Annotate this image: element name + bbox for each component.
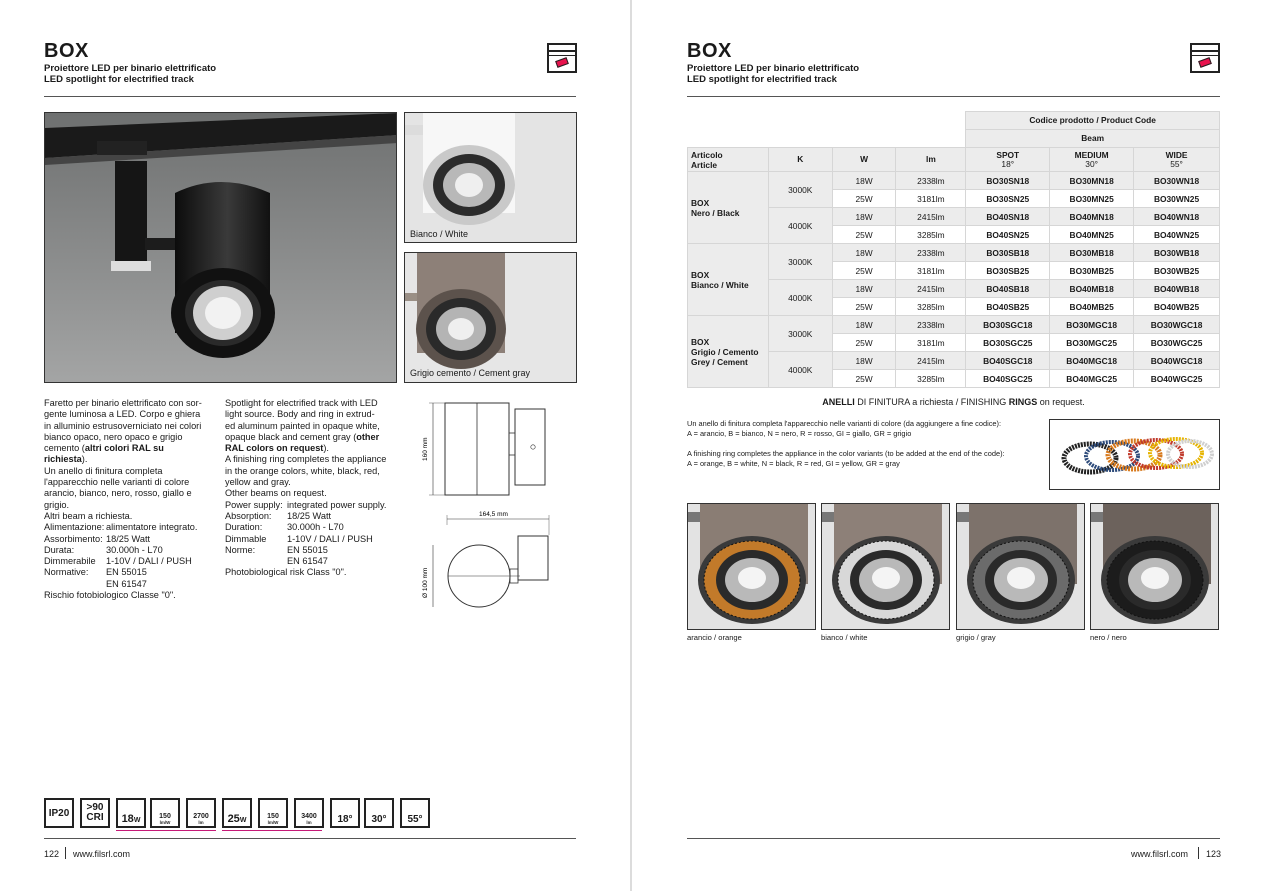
spec-value: EN 61547 xyxy=(287,556,328,567)
power-25w-icon xyxy=(222,798,252,828)
product-title: BOX xyxy=(687,40,732,62)
desc-en-line: A finishing ring completes the appliance xyxy=(225,454,387,465)
wide-code-cell: BO40WN25 xyxy=(1134,226,1220,244)
wide-header xyxy=(1134,148,1220,172)
ip20-icon xyxy=(44,798,74,828)
ring-variant-photo xyxy=(1090,503,1219,630)
article-name-line: Grigio / Cemento xyxy=(691,346,759,357)
medium-code-cell: BO30MGC18 xyxy=(1050,316,1134,334)
spec-row xyxy=(44,579,216,590)
spot-header-line: SPOT xyxy=(996,149,1020,160)
watt-cell: 25W xyxy=(832,226,896,244)
wide-code-cell: BO40WGC25 xyxy=(1134,370,1220,388)
page-number: 122 xyxy=(44,849,60,859)
article-name-line: Grey / Cement xyxy=(691,356,748,367)
lumen-cell: 2415lm xyxy=(896,208,966,226)
white-variant-photo xyxy=(404,112,577,243)
table-blank-cell xyxy=(688,130,966,148)
spec-value: EN 61547 xyxy=(106,578,147,589)
wide-code-cell: BO30WB25 xyxy=(1134,262,1220,280)
watt-cell: 25W xyxy=(832,190,896,208)
feature-value: 30° xyxy=(371,814,387,825)
ring-variant-photo xyxy=(956,503,1085,630)
main-product-photo xyxy=(44,112,397,383)
medium-code-cell: BO30MN18 xyxy=(1050,172,1134,190)
spec-value: integrated power supply. xyxy=(287,499,387,510)
spec-row xyxy=(225,511,405,522)
medium-header xyxy=(1050,148,1134,172)
ring-variant-caption: bianco / white xyxy=(821,633,868,642)
ring-variant-photo xyxy=(821,503,950,630)
watt-cell: 25W xyxy=(832,370,896,388)
feature-underline-18w xyxy=(116,830,216,831)
lumen-cell: 3285lm xyxy=(896,298,966,316)
lumen-cell: 2338lm xyxy=(896,172,966,190)
feature-value: 25 xyxy=(227,813,240,825)
rings-heading-text: on request. xyxy=(1037,397,1085,407)
feature-unit: W xyxy=(133,817,141,824)
table-header-row xyxy=(688,130,1220,148)
desc-it-line: gente luminosa a LED. Corpo e ghiera xyxy=(44,409,201,420)
product-title: BOX xyxy=(44,40,89,62)
spot-header-line: 18° xyxy=(1001,158,1015,169)
desc-en-text: opaque black and cement gray ( xyxy=(225,431,357,442)
feature-value: 18 xyxy=(121,813,134,825)
product-subtitle-en: LED spotlight for electrified track xyxy=(44,74,194,85)
kelvin-cell: 3000K xyxy=(768,244,832,280)
watt-cell: 18W xyxy=(832,352,896,370)
beam-18-icon xyxy=(330,798,360,828)
desc-en-line: ed aluminum painted in opaque white, xyxy=(225,420,380,431)
lumen-cell: 2338lm xyxy=(896,316,966,334)
feature-unit: lm xyxy=(306,820,312,825)
article-name-line: BOX xyxy=(691,336,710,347)
spec-row xyxy=(225,534,405,545)
spec-key: Absorption: xyxy=(225,510,272,521)
medium-code-cell: BO40MB18 xyxy=(1050,280,1134,298)
rings-note-it-1: Un anello di finitura completa l'apparecchio nelle varianti di colore (da aggiungere a fine codice): xyxy=(687,419,1002,428)
feature-unit: CRI xyxy=(86,812,104,823)
desc-it-text: cemento ( xyxy=(44,443,85,454)
article-name-cell xyxy=(688,172,769,244)
desc-it-line: Faretto per binario elettrificato con sor- xyxy=(44,398,202,408)
spec-row xyxy=(225,522,405,533)
wide-code-cell: BO30WGC18 xyxy=(1134,316,1220,334)
kelvin-cell: 3000K xyxy=(768,316,832,352)
wide-code-cell: BO40WB25 xyxy=(1134,298,1220,316)
rings-heading xyxy=(687,397,1220,407)
product-subtitle-it: Proiettore LED per binario elettrificato xyxy=(44,63,217,74)
efficacy-150b-icon xyxy=(258,798,288,828)
medium-code-cell: BO40MGC18 xyxy=(1050,352,1134,370)
lumen-cell: 2415lm xyxy=(896,280,966,298)
spec-value: EN 55015 xyxy=(106,567,147,578)
table-blank-cell xyxy=(688,112,966,130)
kelvin-cell: 3000K xyxy=(768,172,832,208)
desc-en-bold: RAL colors on request xyxy=(225,443,324,454)
spec-value: 18/25 Watt xyxy=(106,533,151,544)
lumen-cell: 3181lm xyxy=(896,190,966,208)
description-italian xyxy=(44,398,216,601)
lumen-header: lm xyxy=(896,148,966,172)
gray-variant-photo xyxy=(404,252,577,383)
watt-cell: 18W xyxy=(832,208,896,226)
spec-row xyxy=(44,534,216,545)
article-name-line: Nero / Black xyxy=(691,207,740,218)
product-code-table xyxy=(687,111,1220,388)
spec-key: Alimentazione: xyxy=(44,522,105,533)
rings-heading-bold: RINGS xyxy=(1008,397,1038,407)
desc-it-text: ). xyxy=(81,454,88,465)
product-subtitle-en: LED spotlight for electrified track xyxy=(687,74,837,85)
medium-header-line: 30° xyxy=(1085,158,1098,169)
description-english xyxy=(225,398,405,579)
desc-it-bold: altri colori RAL su xyxy=(84,443,164,454)
lumen-cell: 3285lm xyxy=(896,370,966,388)
product-code-header: Codice prodotto / Product Code xyxy=(966,112,1220,130)
spot-header xyxy=(966,148,1050,172)
lumen-cell: 3181lm xyxy=(896,334,966,352)
spec-key: Assorbimento: xyxy=(44,533,103,544)
spec-key: Dimmable xyxy=(225,533,267,544)
wide-code-cell: BO30WGC25 xyxy=(1134,334,1220,352)
finishing-rings-photo xyxy=(1049,419,1220,490)
flux-3400-icon xyxy=(294,798,324,828)
medium-header-line: MEDIUM xyxy=(1074,149,1109,160)
watt-header: W xyxy=(832,148,896,172)
rings-note-en-1: A finishing ring completes the appliance in the color variants (to be added at the end of the code): xyxy=(687,449,1005,458)
kelvin-cell: 4000K xyxy=(768,352,832,388)
spec-value: 30.000h - L70 xyxy=(287,522,344,533)
ring-variant-caption: arancio / orange xyxy=(687,633,742,642)
article-name-cell xyxy=(688,316,769,388)
desc-en-line: light source. Body and ring in extrud- xyxy=(225,409,375,420)
desc-it-line: in alluminio estrusoverniciato nei colori xyxy=(44,420,202,431)
article-name-cell xyxy=(688,244,769,316)
track-spotlight-category-icon xyxy=(547,43,577,73)
beam-header: Beam xyxy=(966,130,1220,148)
feature-value: 18° xyxy=(337,814,353,825)
website-link[interactable]: www.filsrl.com xyxy=(73,849,131,859)
wide-code-cell: BO30WN18 xyxy=(1134,172,1220,190)
white-variant-caption: Bianco / White xyxy=(410,229,469,239)
product-subtitle-it: Proiettore LED per binario elettrificato xyxy=(687,63,860,74)
feature-unit: lm/W xyxy=(267,820,279,825)
desc-it-line xyxy=(44,443,216,454)
track-spotlight-category-icon xyxy=(1190,43,1220,73)
desc-en-line: yellow and gray. xyxy=(225,477,291,488)
spec-key: Durata: xyxy=(44,544,75,555)
lumen-cell: 3285lm xyxy=(896,226,966,244)
feature-value: 150 xyxy=(267,813,279,820)
spec-key: Dimmerabile xyxy=(44,556,96,567)
website-link[interactable]: www.filsrl.com xyxy=(1131,849,1189,859)
dimension-drawings xyxy=(415,393,555,613)
wide-code-cell: BO40WGC18 xyxy=(1134,352,1220,370)
desc-en-line xyxy=(225,432,405,443)
rings-note-en-2: A = orange, B = white, N = black, R = red, GI = yellow, GR = gray xyxy=(687,459,900,468)
lumen-cell: 2338lm xyxy=(896,244,966,262)
desc-it-line: grigio. xyxy=(44,499,70,510)
article-name-line: Bianco / White xyxy=(691,279,749,290)
spec-key xyxy=(225,556,287,567)
spec-value: 18/25 Watt xyxy=(287,510,332,521)
spec-key: Norme: xyxy=(225,544,256,555)
article-name-line: BOX xyxy=(691,269,710,280)
desc-it-bold: richiesta xyxy=(44,454,82,465)
desc-en-line: Photobiological risk Class "0". xyxy=(225,567,347,578)
desc-it-line: Un anello di finitura completa xyxy=(44,465,163,476)
table-header-row xyxy=(688,148,1220,172)
spot-code-cell: BO30SB18 xyxy=(966,244,1050,262)
watt-cell: 25W xyxy=(832,298,896,316)
footer-rule xyxy=(44,838,576,839)
table-header-row xyxy=(688,112,1220,130)
desc-en-bold: other xyxy=(356,431,380,442)
desc-it-line xyxy=(44,454,216,465)
efficacy-150-icon xyxy=(150,798,180,828)
spec-row xyxy=(225,556,405,567)
feature-underline-25w xyxy=(222,830,322,831)
medium-code-cell: BO40MGC25 xyxy=(1050,370,1134,388)
table-row xyxy=(688,244,1220,262)
desc-it-line: bianco opaco, nero opaco e grigio xyxy=(44,431,183,442)
medium-code-cell: BO30MN25 xyxy=(1050,190,1134,208)
spec-value: 1-10V / DALI / PUSH xyxy=(287,533,373,544)
wide-header-line: WIDE xyxy=(1165,149,1188,160)
spec-value: 30.000h - L70 xyxy=(106,544,163,555)
spot-code-cell: BO40SN18 xyxy=(966,208,1050,226)
spot-code-cell: BO30SGC25 xyxy=(966,334,1050,352)
medium-code-cell: BO40MB25 xyxy=(1050,298,1134,316)
medium-code-cell: BO30MB18 xyxy=(1050,244,1134,262)
table-row xyxy=(688,172,1220,190)
watt-cell: 18W xyxy=(832,244,896,262)
article-name-line: BOX xyxy=(691,197,710,208)
spot-code-cell: BO40SN25 xyxy=(966,226,1050,244)
right-page xyxy=(631,0,1262,891)
desc-en-line: Spotlight for electrified track with LED xyxy=(225,398,378,408)
spec-key: Power supply: xyxy=(225,499,283,510)
beam-55-icon xyxy=(400,798,430,828)
feature-value: IP20 xyxy=(48,808,70,819)
spec-value: EN 55015 xyxy=(287,544,328,555)
article-header-line: Article xyxy=(691,159,718,170)
lumen-cell: 2415lm xyxy=(896,352,966,370)
spot-code-cell: BO40SGC18 xyxy=(966,352,1050,370)
kelvin-cell: 4000K xyxy=(768,280,832,316)
kelvin-header: K xyxy=(768,148,832,172)
page-number: 123 xyxy=(1206,849,1222,859)
wide-code-cell: BO30WN25 xyxy=(1134,190,1220,208)
wide-header-line: 55° xyxy=(1170,158,1183,169)
rings-note-it-2: A = arancio, B = bianco, N = nero, R = rosso, GI = giallo, GR = grigio xyxy=(687,429,912,438)
watt-cell: 18W xyxy=(832,280,896,298)
spec-key: Normative: xyxy=(44,567,89,578)
spot-code-cell: BO40SGC25 xyxy=(966,370,1050,388)
spot-code-cell: BO30SN18 xyxy=(966,172,1050,190)
desc-en-text: ). xyxy=(323,443,329,454)
spec-key xyxy=(44,579,106,590)
diameter-dimension-label: Ø 100 mm xyxy=(422,567,429,598)
ring-variant-caption: nero / nero xyxy=(1090,633,1127,642)
watt-cell: 25W xyxy=(832,262,896,280)
rings-heading-text: DI FINITURA a richiesta / FINISHING xyxy=(854,397,1009,407)
desc-it-line: Altri beam a richiesta. xyxy=(44,510,133,521)
medium-code-cell: BO40MN25 xyxy=(1050,226,1134,244)
footer-separator xyxy=(1198,847,1199,859)
desc-en-line: Other beams on request. xyxy=(225,488,327,499)
article-header xyxy=(688,148,769,172)
spec-key: Duration: xyxy=(225,522,263,533)
spec-value: alimentatore integrato. xyxy=(106,522,198,533)
feature-unit: W xyxy=(239,817,247,824)
desc-en-line: in the orange colors, white, black, red, xyxy=(225,465,380,476)
spec-row xyxy=(44,567,216,578)
feature-value: 2700 xyxy=(193,813,209,820)
spot-code-cell: BO30SGC18 xyxy=(966,316,1050,334)
flux-2700-icon xyxy=(186,798,216,828)
kelvin-cell: 4000K xyxy=(768,208,832,244)
header-rule xyxy=(44,96,576,97)
spec-row xyxy=(225,500,405,511)
medium-code-cell: BO40MN18 xyxy=(1050,208,1134,226)
spot-code-cell: BO30SN25 xyxy=(966,190,1050,208)
height-dimension-label: 160 mm xyxy=(422,437,429,461)
spec-row xyxy=(44,556,216,567)
desc-it-line: arancio, bianco, nero, rosso, giallo e xyxy=(44,488,192,499)
power-18w-icon xyxy=(116,798,146,828)
spot-code-cell: BO30SB25 xyxy=(966,262,1050,280)
medium-code-cell: BO30MGC25 xyxy=(1050,334,1134,352)
wide-code-cell: BO40WB18 xyxy=(1134,280,1220,298)
footer-rule xyxy=(687,838,1220,839)
header-rule xyxy=(687,96,1220,97)
spot-code-cell: BO40SB25 xyxy=(966,298,1050,316)
watt-cell: 25W xyxy=(832,334,896,352)
ring-variant-caption: grigio / gray xyxy=(956,633,996,642)
wide-code-cell: BO40WN18 xyxy=(1134,208,1220,226)
watt-cell: 18W xyxy=(832,316,896,334)
article-header-line: Articolo xyxy=(691,149,723,160)
feature-value: 55° xyxy=(407,814,423,825)
watt-cell: 18W xyxy=(832,172,896,190)
spec-value: 1-10V / DALI / PUSH xyxy=(106,556,192,567)
desc-it-line: l'apparecchio nelle varianti di colore xyxy=(44,477,190,488)
feature-value: 150 xyxy=(159,813,171,820)
rings-note xyxy=(687,419,1047,469)
wide-code-cell: BO30WB18 xyxy=(1134,244,1220,262)
spec-row xyxy=(44,522,216,533)
feature-unit: lm/W xyxy=(159,820,171,825)
feature-value: 3400 xyxy=(301,813,317,820)
rings-heading-bold: ANELLI xyxy=(822,397,855,407)
feature-unit: lm xyxy=(198,820,204,825)
desc-en-line xyxy=(225,443,405,454)
ring-variant-photo xyxy=(687,503,816,630)
spec-row xyxy=(44,545,216,556)
spot-code-cell: BO40SB18 xyxy=(966,280,1050,298)
table-row xyxy=(688,316,1220,334)
feature-value: >90 xyxy=(86,802,104,813)
gray-variant-caption: Grigio cemento / Cement gray xyxy=(410,368,531,378)
cri-icon xyxy=(80,798,110,828)
width-dimension-label: 164,5 mm xyxy=(479,511,508,518)
beam-30-icon xyxy=(364,798,394,828)
footer-separator xyxy=(65,847,66,859)
medium-code-cell: BO30MB25 xyxy=(1050,262,1134,280)
spec-row xyxy=(225,545,405,556)
lumen-cell: 3181lm xyxy=(896,262,966,280)
desc-it-line: Rischio fotobiologico Classe "0". xyxy=(44,590,176,601)
